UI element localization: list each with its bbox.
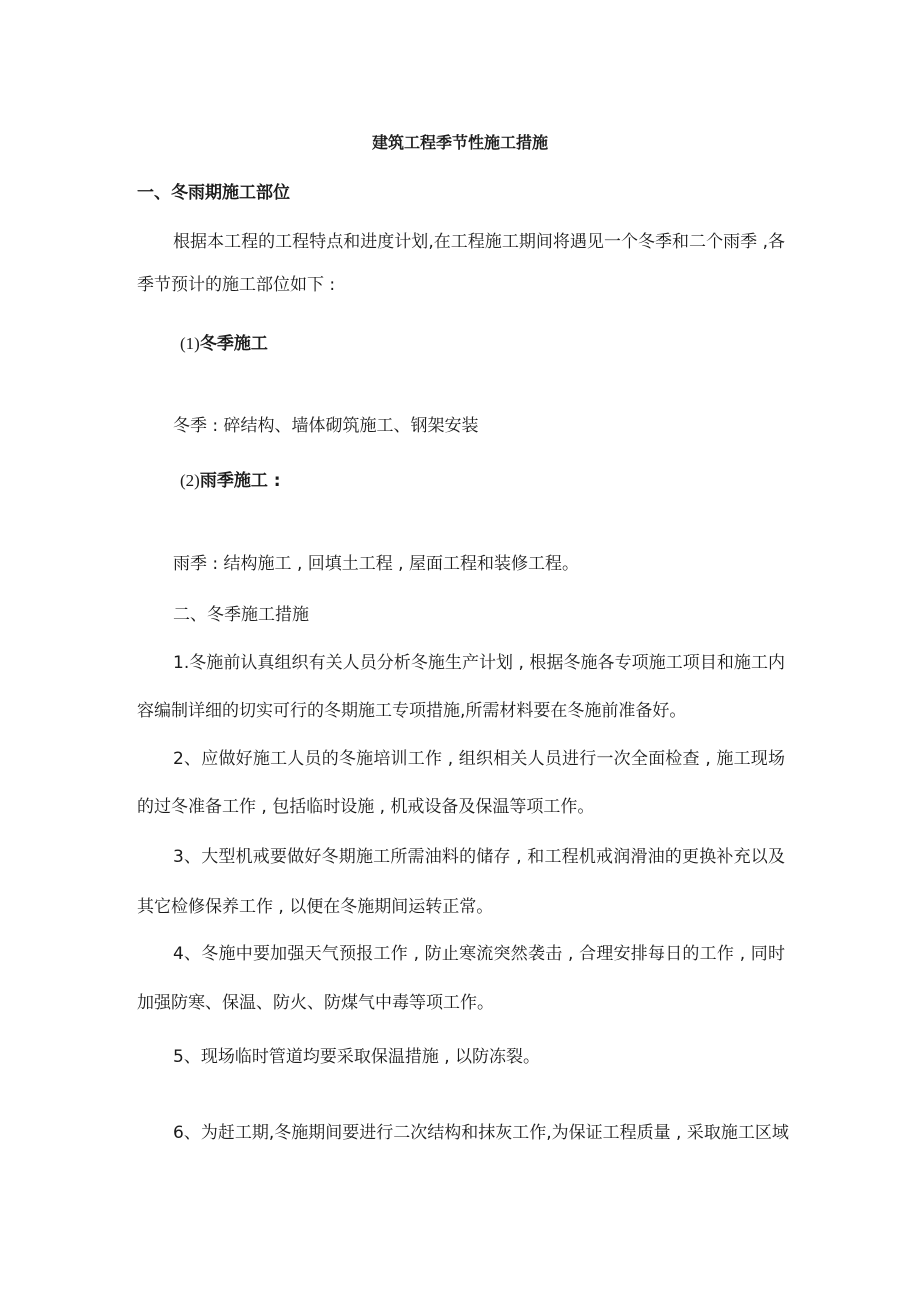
rain-number: (2) [180, 471, 200, 490]
section1-heading: 一、冬雨期施工部位 [137, 183, 290, 203]
winter-construction-heading [180, 332, 268, 356]
winter-detail: 冬季 : 碎结构、墙体砌筑施工、钢架安装 [173, 416, 479, 436]
item3-line2: 其它检修保养工作 , 以便在冬施期间运转正常。 [137, 897, 494, 917]
item3-line1: 3、大型机戒要做好冬期施工所需油料的储存 , 和工程机戒润滑油的更换补充以及 [173, 847, 785, 867]
section2-heading: 二、冬季施工措施 [173, 605, 309, 625]
document-title: 建筑工程季节性施工措施 [371, 133, 548, 152]
rain-construction-heading [180, 469, 281, 493]
item1-line1: 1.冬施前认真组织有关人员分析冬施生产计划 , 根据冬施各专项施工项目和施工内 [173, 653, 785, 673]
item2-line2: 的过冬准备工作 , 包括临时设施 , 机戒设备及保温等项工作。 [137, 797, 595, 817]
winter-number: (1) [180, 334, 200, 353]
rain-detail: 雨季 : 结构施工 , 回填土工程 , 屋面工程和装修工程。 [173, 554, 579, 574]
item4-line1: 4、冬施中要加强天气预报工作 , 防止寒流突然袭击 , 合理安排每日的工作 , 同时 [173, 944, 785, 964]
intro-line2: 季节预计的施工部位如下 : [137, 275, 336, 295]
item5-line1: 5、现场临时管道均要采取保温措施 , 以防冻裂。 [173, 1047, 541, 1067]
item6-line1: 6、为赶工期,冬施期间要进行二次结构和抹灰工作,为保证工程质量 , 采取施工区域 [173, 1123, 789, 1143]
item2-line1: 2、应做好施工人员的冬施培训工作 , 组织相关人员进行一次全面检查 , 施工现场 [173, 749, 785, 769]
rain-label: 雨季施工 : [199, 471, 281, 491]
item4-line2: 加强防寒、保温、防火、防煤气中毒等项工作。 [137, 993, 494, 1013]
intro-line1: 根据本工程的工程特点和进度计划,在工程施工期间将遇见一个冬季和二个雨季 ,各 [173, 232, 785, 252]
item1-line2: 容编制详细的切实可行的冬期施工专项措施,所需材料要在冬施前准备好。 [137, 701, 687, 721]
winter-label: 冬季施工 [199, 334, 268, 354]
